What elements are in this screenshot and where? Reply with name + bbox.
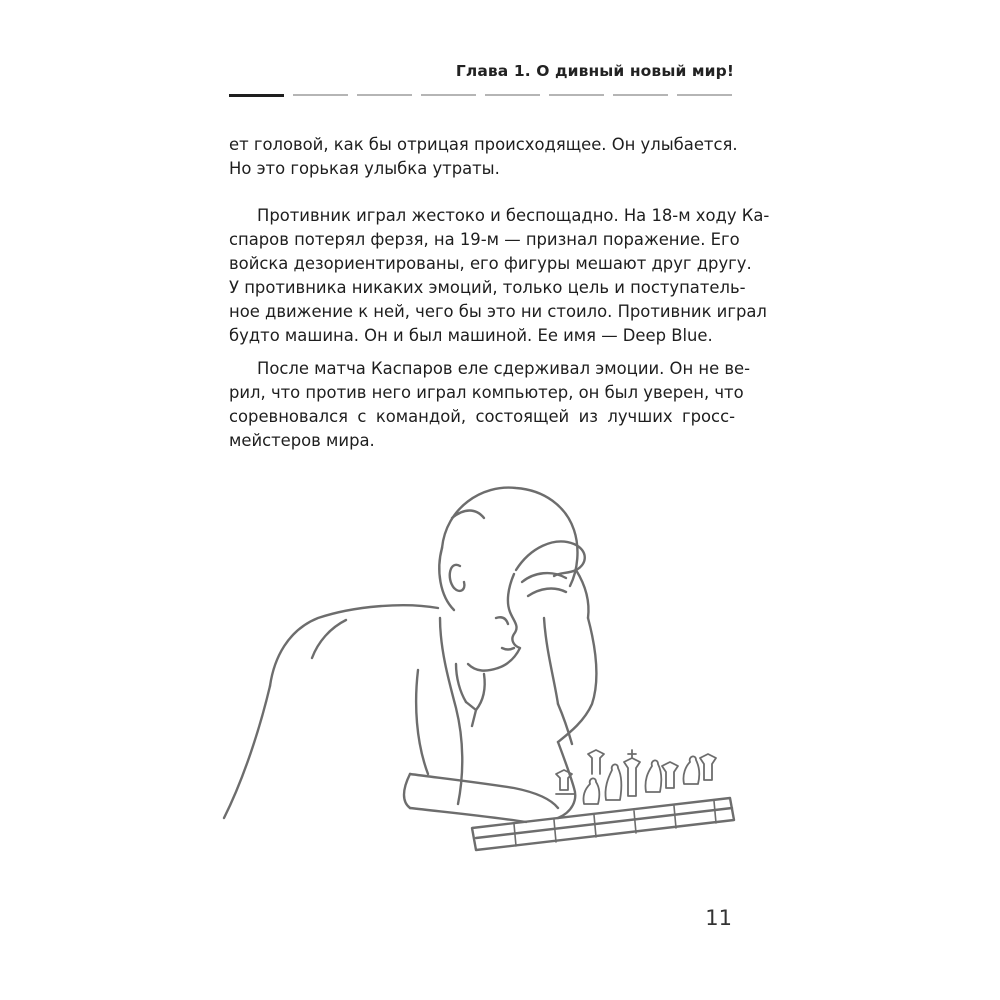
head-outline — [442, 488, 577, 586]
lower-arm-bottom — [410, 808, 526, 822]
collar-left — [456, 664, 466, 702]
paragraph-2 — [229, 204, 770, 348]
face-profile — [498, 574, 520, 668]
shoulder-seam — [312, 620, 346, 658]
page-number: 11 — [705, 906, 732, 930]
header-rule — [357, 94, 412, 96]
suit-crease — [416, 670, 428, 774]
collar-right — [476, 674, 485, 710]
header-rule — [613, 94, 668, 96]
bishop-piece — [605, 764, 621, 800]
pawn-piece — [645, 760, 661, 792]
forearm-inner — [544, 618, 558, 704]
paragraph-3 — [229, 357, 751, 453]
rook-piece — [700, 754, 716, 780]
ear — [450, 565, 465, 591]
text-line: После матча Каспаров еле сдерживал эмоции. Он не ве- — [257, 359, 751, 378]
cuff — [404, 774, 410, 808]
back-line — [224, 686, 270, 818]
header-rule — [485, 94, 540, 96]
text-line: войска дезориентированы, его фигуры мешают друг другу. — [229, 254, 752, 273]
hand-finger-3 — [528, 589, 566, 596]
elbow — [558, 704, 572, 744]
king-cross — [628, 750, 636, 758]
text-line: спаров потерял ферзя, на 19-м — признал поражение. Его — [229, 230, 740, 249]
rook-piece — [662, 762, 678, 788]
board-grid — [514, 801, 716, 846]
eye — [496, 617, 508, 624]
text-line: ное движение к ней, чего бы это ни стоило. Противник играл — [229, 302, 767, 321]
text-line: рил, что против него играл компьютер, он был уверен, что — [229, 383, 744, 402]
chess-pieces — [556, 750, 716, 804]
lapel-line — [440, 618, 462, 804]
shoulder-line — [270, 605, 438, 686]
paragraph-1 — [229, 133, 738, 181]
chapter-title: Глава 1. О дивный новый мир! — [455, 62, 734, 80]
queen-piece — [588, 750, 604, 774]
text-line: ет головой, как бы отрицая происходящее. Он улыбается. — [229, 135, 738, 154]
header-rule-active — [229, 94, 284, 97]
text-line: будто машина. Он и был машиной. Ее имя — Deep Blue. — [229, 326, 713, 345]
mouth — [502, 648, 514, 650]
king-piece — [624, 758, 640, 796]
wrist — [576, 570, 589, 618]
header-rule — [293, 94, 348, 96]
header-rule — [549, 94, 604, 96]
chess-player-sketch-icon — [214, 478, 744, 858]
tie — [466, 702, 476, 726]
text-line: Противник играл жестоко и беспощадно. На 18-м ходу Ка- — [257, 206, 770, 225]
text-line: соревновался с командой, состоящей из лучших гросс- — [229, 407, 735, 426]
pawn-piece — [683, 756, 699, 784]
text-line: Но это горькая улыбка утраты. — [229, 159, 500, 178]
header-rule — [677, 94, 732, 96]
text-line: мейстеров мира. — [229, 431, 375, 450]
header-rule — [421, 94, 476, 96]
hand-fingers — [516, 542, 585, 576]
pawn-piece — [583, 778, 599, 804]
text-line: У противника никаких эмоций, только цель и поступатель- — [229, 278, 746, 297]
chin — [468, 664, 498, 671]
back-of-head — [439, 548, 454, 610]
lower-arm-top — [410, 774, 558, 808]
hand-finger-2 — [522, 573, 566, 582]
forearm-outer — [558, 618, 596, 742]
